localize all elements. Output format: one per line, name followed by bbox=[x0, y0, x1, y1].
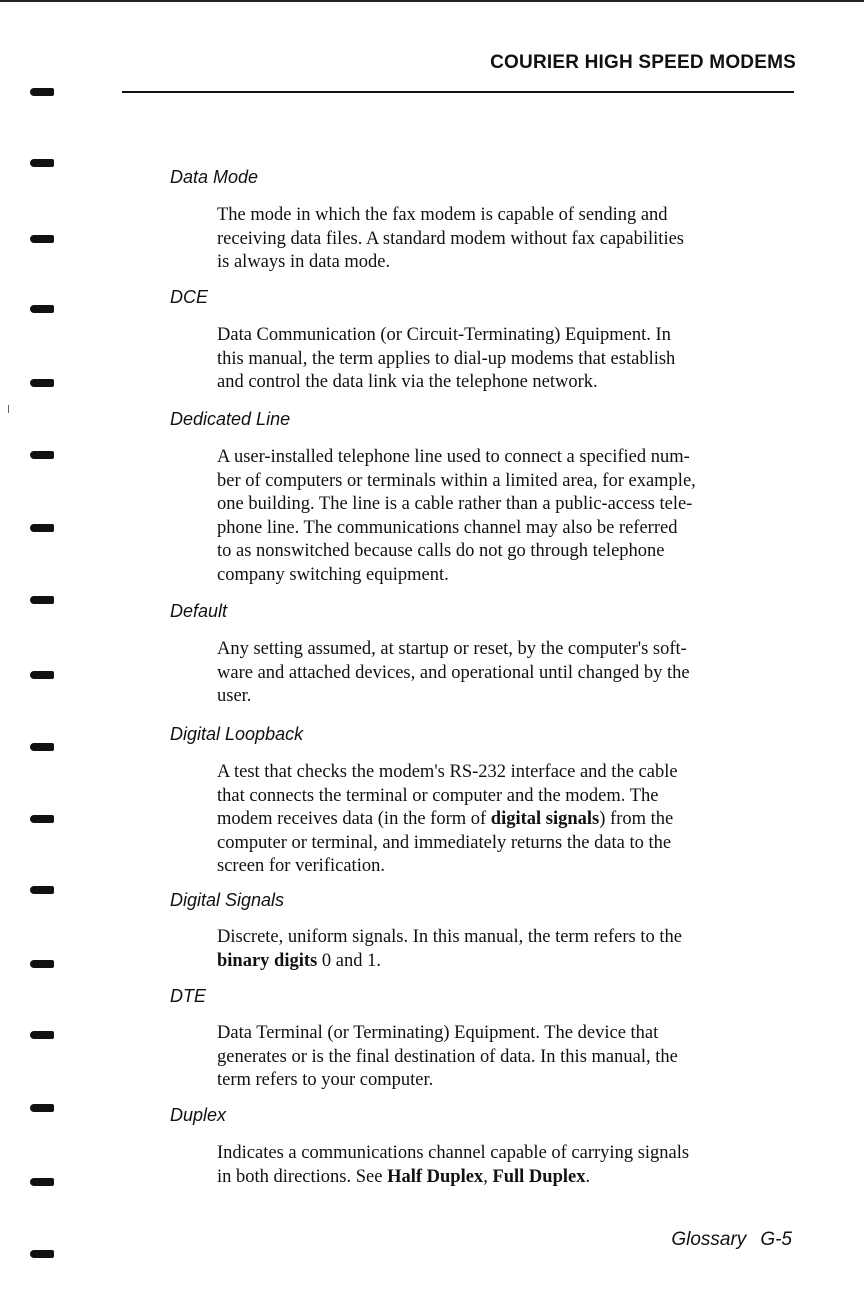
binding-mark bbox=[30, 815, 54, 823]
binding-mark bbox=[30, 1250, 54, 1258]
definition-line: and control the data link via the telephone network. bbox=[217, 372, 598, 393]
definition-line: The mode in which the fax modem is capable of sending and bbox=[217, 205, 668, 225]
glossary-term: Dedicated Line bbox=[170, 409, 291, 429]
binding-mark bbox=[30, 743, 54, 751]
cross-reference: Full Duplex bbox=[492, 1166, 586, 1187]
definition-line: that connects the terminal or computer and the modem. The bbox=[217, 785, 659, 806]
glossary-definition bbox=[217, 324, 797, 395]
definition-text: in both directions. See bbox=[217, 1166, 388, 1187]
glossary-definition bbox=[217, 204, 797, 275]
binding-mark bbox=[30, 235, 54, 243]
definition-line: term refers to your computer. bbox=[217, 1070, 434, 1091]
cross-reference: Half Duplex bbox=[387, 1166, 484, 1187]
glossary-definition bbox=[217, 1142, 797, 1189]
definition-line: is always in data mode. bbox=[217, 252, 391, 273]
definition-text: 0 and 1. bbox=[317, 950, 381, 971]
scan-speck bbox=[8, 405, 9, 413]
definition-line: to as nonswitched because calls do not go through telephone bbox=[217, 541, 665, 562]
page-number: G-5 bbox=[760, 1229, 792, 1250]
binding-mark bbox=[30, 671, 54, 679]
running-header: COURIER HIGH SPEED MODEMS bbox=[490, 52, 796, 73]
glossary-definition bbox=[217, 761, 797, 879]
binding-mark bbox=[30, 159, 54, 167]
binding-mark bbox=[30, 596, 54, 604]
definition-line: receiving data files. A standard modem without fax capabilities bbox=[217, 228, 684, 249]
glossary-definition bbox=[217, 926, 797, 973]
definition-text: . bbox=[585, 1166, 591, 1187]
page-footer bbox=[671, 1229, 792, 1251]
definition-line: A user-installed telephone line used to connect a specified num- bbox=[217, 447, 690, 467]
definition-line: computer or terminal, and immediately returns the data to the bbox=[217, 832, 672, 853]
definition-line: Any setting assumed, at startup or reset, by the computer's soft- bbox=[217, 639, 687, 659]
binding-mark bbox=[30, 1104, 54, 1112]
glossary-term: Digital Loopback bbox=[170, 724, 304, 744]
cross-reference: digital signals bbox=[490, 809, 600, 830]
header-rule bbox=[122, 91, 794, 93]
cross-reference: binary digits bbox=[217, 950, 318, 971]
definition-line bbox=[217, 808, 797, 832]
definition-line: Discrete, uniform signals. In this manual, the term refers to the bbox=[217, 927, 682, 947]
binding-mark bbox=[30, 379, 54, 387]
binding-mark bbox=[30, 1178, 54, 1186]
definition-line: ware and attached devices, and operational until changed by the bbox=[217, 662, 690, 683]
top-edge-rule bbox=[0, 0, 864, 2]
definition-line: this manual, the term applies to dial-up modems that establish bbox=[217, 348, 676, 369]
footer-section: Glossary bbox=[671, 1229, 747, 1250]
definition-line bbox=[217, 950, 797, 974]
binding-hole-marks bbox=[0, 0, 60, 1296]
glossary-term: Data Mode bbox=[170, 167, 259, 187]
definition-text: ) from the bbox=[599, 809, 674, 830]
glossary-term: Digital Signals bbox=[170, 890, 285, 910]
definition-line: user. bbox=[217, 686, 252, 707]
definition-line: screen for verification. bbox=[217, 856, 385, 877]
binding-mark bbox=[30, 305, 54, 313]
definition-line: A test that checks the modem's RS-232 interface and the cable bbox=[217, 762, 678, 782]
binding-mark bbox=[30, 960, 54, 968]
binding-mark bbox=[30, 88, 54, 96]
definition-line bbox=[217, 1166, 797, 1190]
glossary-term: DTE bbox=[170, 986, 206, 1006]
glossary-definition bbox=[217, 638, 797, 709]
definition-line: phone line. The communications channel may also be referred bbox=[217, 517, 678, 538]
definition-line: Indicates a communications channel capable of carrying signals bbox=[217, 1143, 690, 1163]
definition-line: one building. The line is a cable rather than a public-access tele- bbox=[217, 494, 693, 515]
glossary-definition bbox=[217, 1022, 797, 1093]
definition-line: company switching equipment. bbox=[217, 564, 449, 585]
definition-text: modem receives data (in the form of bbox=[217, 809, 491, 830]
definition-text: , bbox=[483, 1166, 493, 1187]
definition-line: ber of computers or terminals within a limited area, for example, bbox=[217, 470, 696, 491]
glossary-definition bbox=[217, 446, 797, 588]
glossary-term: DCE bbox=[170, 287, 209, 307]
glossary-term: Duplex bbox=[170, 1105, 227, 1125]
binding-mark bbox=[30, 1031, 54, 1039]
binding-mark bbox=[30, 524, 54, 532]
glossary-term: Default bbox=[170, 601, 228, 621]
definition-line: Data Terminal (or Terminating) Equipment. The device that bbox=[217, 1023, 659, 1043]
definition-line: generates or is the final destination of data. In this manual, the bbox=[217, 1046, 678, 1067]
binding-mark bbox=[30, 886, 54, 894]
definition-line: Data Communication (or Circuit-Terminating) Equipment. In bbox=[217, 325, 671, 345]
binding-mark bbox=[30, 451, 54, 459]
